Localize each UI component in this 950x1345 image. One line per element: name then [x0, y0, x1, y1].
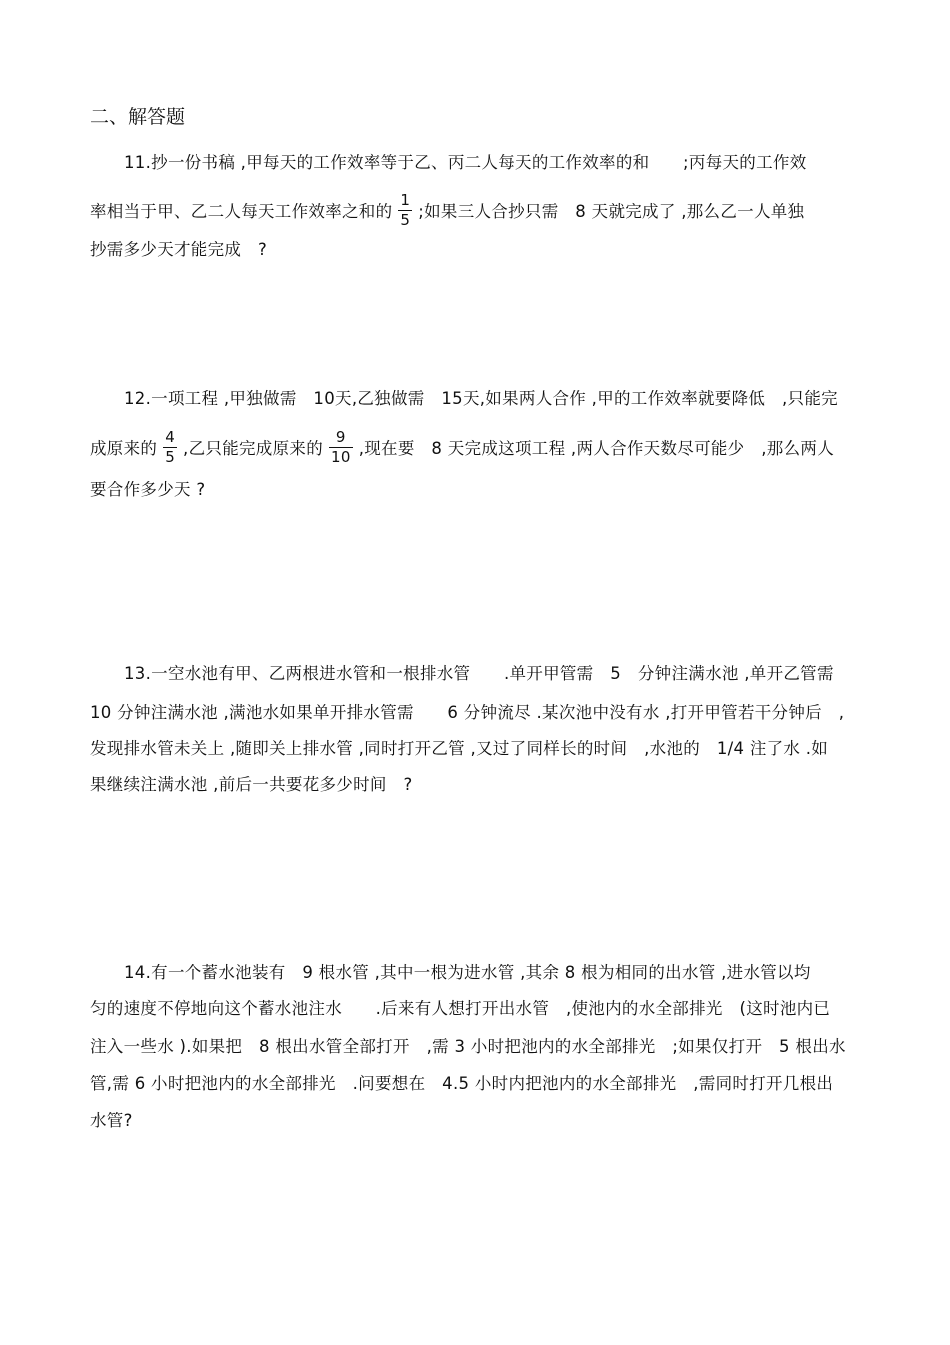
q11-fraction-denominator: 5: [400, 211, 411, 229]
q11-line-3: 抄需多少天才能完成 ?: [90, 240, 268, 259]
q12-fraction-9-10: [329, 429, 353, 466]
q12-line-2-text-a: 成原来的: [90, 439, 158, 458]
q11-fraction-1-5: [398, 192, 412, 229]
q12-fraction-4-5: [163, 429, 177, 466]
q12-fraction-1-numerator: 4: [165, 428, 176, 446]
q11-line-1: 11.抄一份书稿 ,甲每天的工作效率等于乙、丙二人每天的工作效率的和 ;丙每天的工作效: [124, 153, 807, 172]
q14-line-1: 14.有一个蓄水池装有 9 根水管 ,其中一根为进水管 ,其余 8 根为相同的出水管 ,进水管以均: [124, 963, 811, 982]
q12-line-2: [90, 428, 835, 468]
q14-line-4: 管,需 6 小时把池内的水全部排光 .问要想在 4.5 小时内把池内的水全部排光 ,需同时打开几根出: [90, 1074, 834, 1093]
q12-line-3: 要合作多少天 ?: [90, 480, 206, 499]
q12-line-2-text-b: ,乙只能完成原来的: [183, 439, 323, 458]
q14-line-2: 匀的速度不停地向这个蓄水池注水 .后来有人想打开出水管 ,使池内的水全部排光 (这时池内已: [90, 999, 831, 1018]
q13-line-2: 10 分钟注满水池 ,满池水如果单开排水管需 6 分钟流尽 .某次池中没有水 ,打开甲管若干分钟后 ,: [90, 703, 845, 722]
q12-line-2-text-c: ,现在要 8 天完成这项工程 ,两人合作天数尽可能少 ,那么两人: [358, 439, 835, 458]
q14-line-5: 水管?: [90, 1111, 133, 1130]
q14-line-3: 注入一些水 ).如果把 8 根出水管全部打开 ,需 3 小时把池内的水全部排光 ;如果仅打开 5 根出水: [90, 1037, 846, 1056]
q11-fraction-numerator: 1: [400, 191, 411, 209]
q13-line-4: 果继续注满水池 ,前后一共要花多少时间 ?: [90, 775, 413, 794]
q12-fraction-2-numerator: 9: [329, 429, 353, 448]
q12-fraction-1-denominator: 5: [165, 448, 176, 466]
section-title: 二、解答题: [90, 106, 186, 128]
q13-line-1: 13.一空水池有甲、乙两根进水管和一根排水管 .单开甲管需 5 分钟注满水池 ,单开乙管需: [124, 664, 834, 683]
q11-line-2-text-a: 率相当于甲、乙二人每天工作效率之和的: [90, 202, 393, 221]
q12-fraction-2-denominator: 10: [331, 448, 351, 466]
q12-line-1: 12.一项工程 ,甲独做需 10天,乙独做需 15天,如果两人合作 ,甲的工作效率就要降低 ,只能完: [124, 389, 838, 408]
q11-line-2: [90, 191, 805, 231]
q11-line-2-text-b: ;如果三人合抄只需 8 天就完成了 ,那么乙一人单独: [418, 202, 805, 221]
q13-line-3: 发现排水管未关上 ,随即关上排水管 ,同时打开乙管 ,又过了同样长的时间 ,水池的 1/4 注了水 .如: [90, 739, 829, 758]
